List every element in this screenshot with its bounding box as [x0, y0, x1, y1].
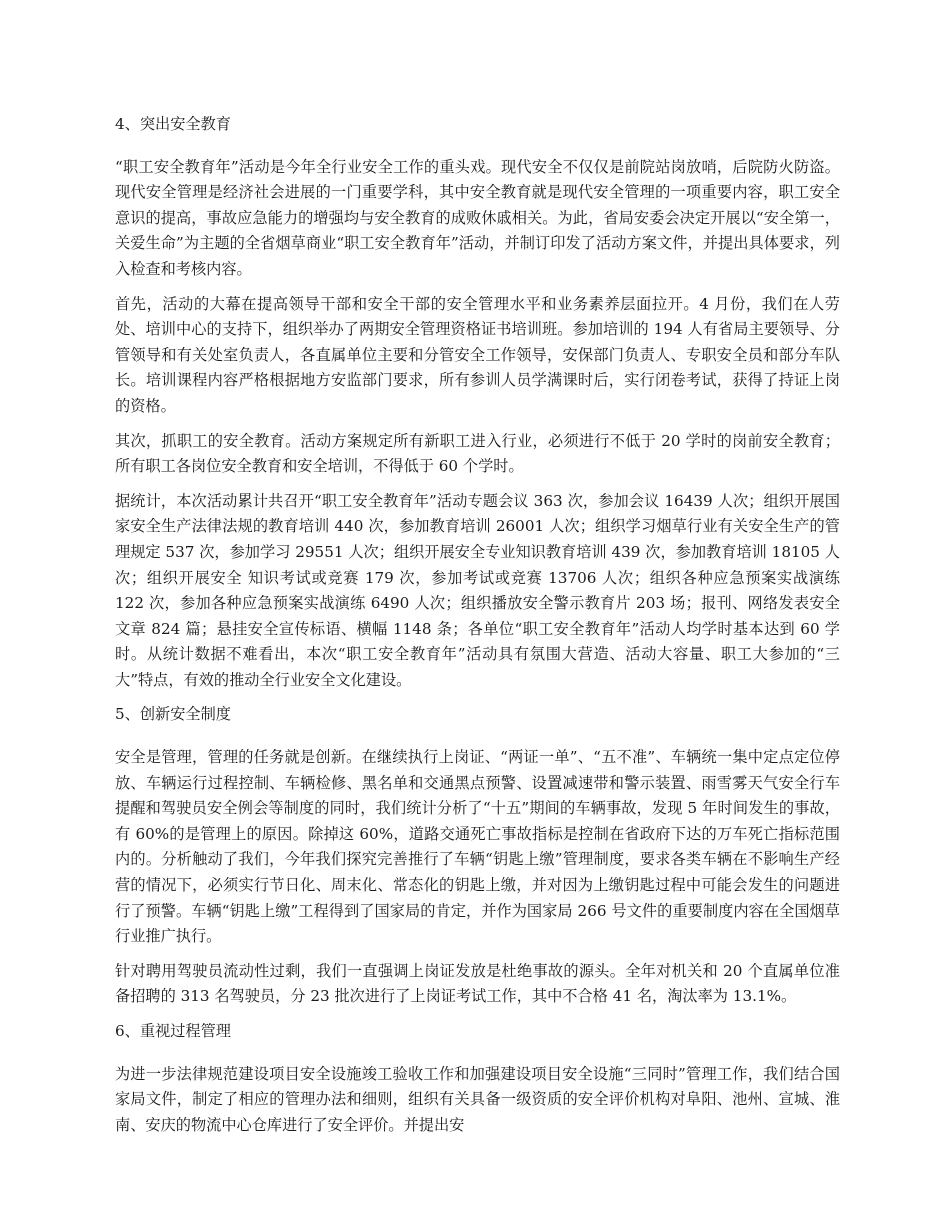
paragraph-innovation-system: 安全是管理，管理的任务就是创新。在继续执行上岗证、“两证一单”、“五不准”、车辆统一集中定点定位停放、车辆运行过程控制、车辆检修、黑名单和交通黑点预警、设置减速带和警示装置、雨雪雾天气安全行车提醒和驾驶员安全例会等制度的同时，我们统计分析了“十五”期间的车辆事故，发现 5 年时间发生的事故，有 60%的是管理上的原因。除掉这 60%，道路交通死亡事故指标是控制在省政府下达的万车死亡指标范围内的。分析触动了我们，今年我们探究完善推行了车辆“钥匙上缴”管理制度，要求各类车辆在不影响生产经营的情况下，必须实行节日化、周末化、常态化的钥匙上缴，并对因为上缴钥匙过程中可能会发生的问题进行了预警。车辆“钥匙上缴”工程得到了国家局的肯定，并作为国家局 266 号文件的重要制度内容在全国烟草行业推广执行。: [115, 748, 840, 946]
paragraph-leadership-training: 首先，活动的大幕在提高领导干部和安全干部的安全管理水平和业务素养层面拉开。4 月份，我们在人劳处、培训中心的支持下，组织举办了两期安全管理资格证书培训班。参加培训的 194 人有省局主要领导、分管领导和有关处室负责人，各直属单位主要和分管安全工作领导，安保部门负责人、专职安全员和部分车队长。培训课程内容严格根据地方安监部门要求，所有参训人员学满课时后，实行闭卷考试，获得了持证上岗的资格。: [115, 294, 840, 415]
section-heading-5: 5、创新安全制度: [115, 705, 231, 724]
paragraph-statistics: 据统计，本次活动累计共召开“职工安全教育年”活动专题会议 363 次，参加会议 16439 人次；组织开展国家安全生产法律法规的教育培训 440 次，参加教育培训 26001 人次；组织学习烟草行业有关安全生产的管理规定 537 次，参加学习 29551 人次；组织开展安全专业知识教育培训 439 次，参加教育培训 18105 人次；组织开展安全 知识考试或竞赛 179 次，参加考试或竞赛 13706 人次；组织各种应急预案实战演练 122 次，参加各种应急预案实战演练 6490 人次；组织播放安全警示教育片 203 场；报刊、网络发表安全文章 824 篇；悬挂安全宣传标语、横幅 1148 条；各单位“职工安全教育年”活动人均学时基本达到 60 学时。从统计数据不难看出，本次“职工安全教育年”活动具有氛围大营造、活动大容量、职工大参加的“三大”特点，有效的推动全行业安全文化建设。: [115, 491, 840, 689]
paragraph-employee-education: 其次，抓职工的安全教育。活动方案规定所有新职工进入行业，必须进行不低于 20 学时的岗前安全教育；所有职工各岗位安全教育和安全培训，不得低于 60 个学时。: [115, 431, 840, 476]
section-heading-4: 4、突出安全教育: [115, 115, 231, 133]
paragraph-process-management: 为进一步法律规范建设项目安全设施竣工验收工作和加强建设项目安全设施“三同时”管理工作，我们结合国家局文件，制定了相应的管理办法和细则，组织有关具备一级资质的安全评价机构对阜阳、池州、宣城、淮南、安庆的物流中心仓库进行了安全评价。并提出安: [115, 1064, 840, 1134]
section-heading-6: 6、重视过程管理: [115, 1022, 231, 1040]
paragraph-education-year-intro: “职工安全教育年”活动是今年全行业安全工作的重头戏。现代安全不仅仅是前院站岗放哨，后院防火防盗。现代安全管理是经济社会进展的一门重要学科，其中安全教育就是现代安全管理的一项重要内容，职工安全意识的提高，事故应急能力的增强均与安全教育的成败休戚相关。为此，省局安委会决定开展以“安全第一，关爱生命”为主题的全省烟草商业“职工安全教育年”活动，并制订印发了活动方案文件，并提出具体要求，列入检查和考核内容。: [115, 157, 840, 278]
paragraph-driver-certification: 针对聘用驾驶员流动性过剩，我们一直强调上岗证发放是杜绝事故的源头。全年对机关和 20 个直属单位准备招聘的 313 名驾驶员，分 23 批次进行了上岗证考试工作，其中不合格 41 名，淘汰率为 13.1%。: [115, 961, 840, 1006]
document-body: [115, 112, 840, 1147]
